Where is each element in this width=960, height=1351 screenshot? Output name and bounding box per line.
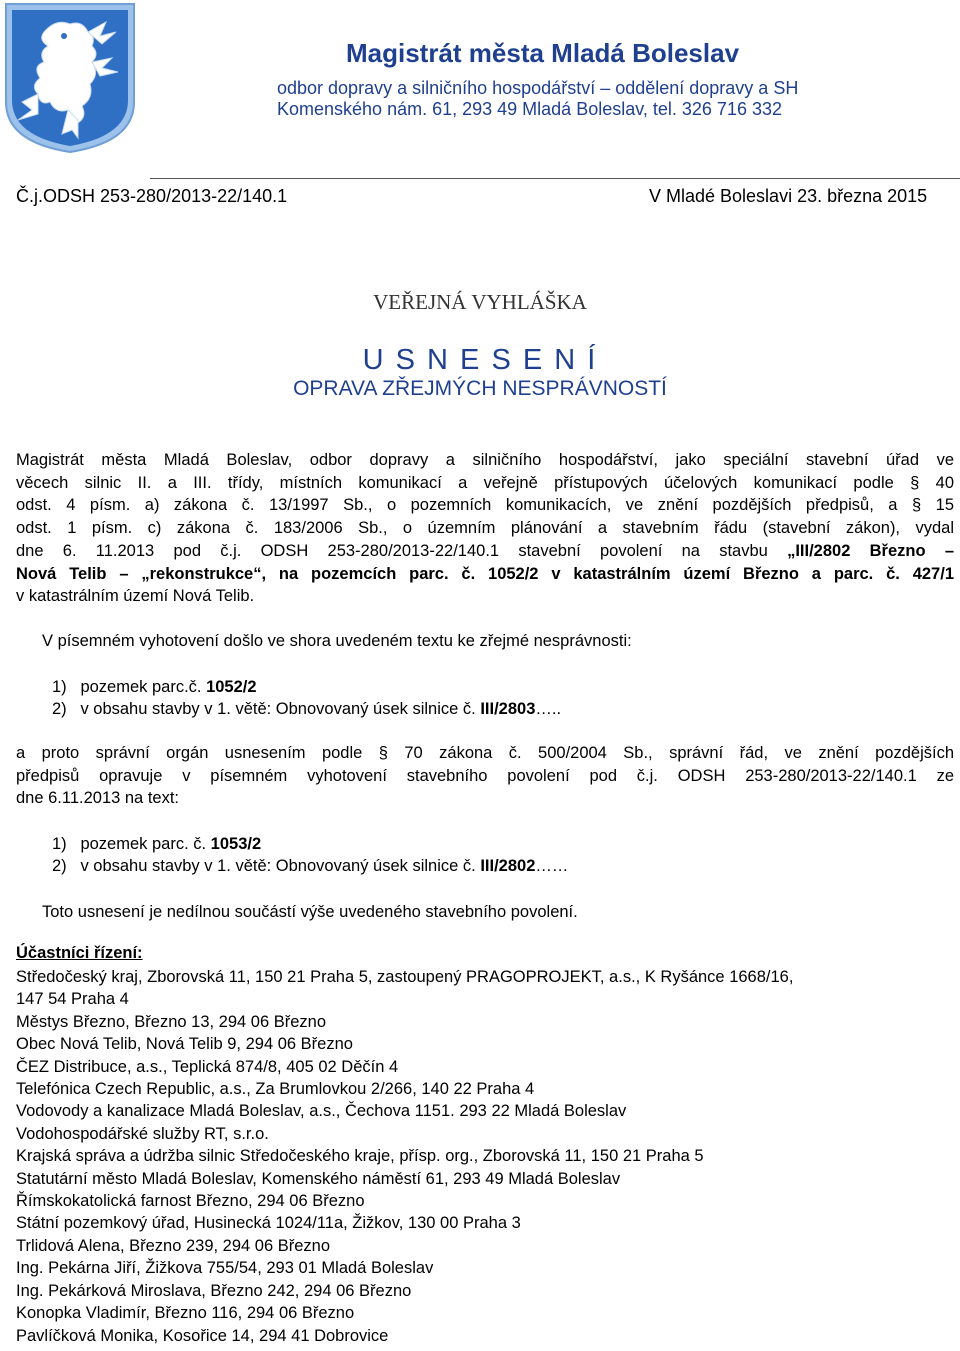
item-number: 1) bbox=[52, 678, 67, 696]
wrong-item bbox=[52, 700, 561, 719]
participant: Ing. Pekárna Jiří, Žižkova 755/54, 293 01 Mladá Boleslav bbox=[16, 1259, 434, 1278]
intro-line: v katastrálním území Nová Telib. bbox=[16, 587, 255, 606]
participant: Středočeský kraj, Zborovská 11, 150 21 Praha 5, zastoupený PRAGOPROJEKT, a.s., K Ryšánce 1668/16, bbox=[16, 968, 794, 986]
participant: Krajská správa a údržba silnic Středočeského kraje, přísp. org., Zborovská 11, 150 21 Praha 5 bbox=[16, 1147, 704, 1166]
item-text: v obsahu stavby v 1. větě: Obnovovaný úsek silnice č. bbox=[80, 700, 481, 718]
item-text: pozemek parc. č. bbox=[80, 835, 211, 853]
resolution-heading: U S N E S E N Í bbox=[362, 344, 598, 376]
item-number: 2) bbox=[52, 700, 67, 718]
construction-title: „III/2802 Březno – bbox=[787, 541, 954, 560]
coat-of-arms-logo bbox=[4, 2, 136, 154]
participant: Statutární město Mladá Boleslav, Komenského náměstí 61, 293 49 Mladá Boleslav bbox=[16, 1169, 621, 1188]
integral-note: Toto usnesení je nedílnou součástí výše uvedeného stavebního povolení. bbox=[42, 903, 578, 921]
intro-line: věcech silnic II. a III. třídy, místních komunikací a veřejně přístupových účelových komunikací podle § 40 bbox=[16, 473, 954, 492]
participant: Pavlíčková Monika, Kosořice 14, 294 41 Dobrovice bbox=[16, 1326, 389, 1345]
participants-list bbox=[16, 966, 956, 1347]
office-title: Magistrát města Mladá Boleslav bbox=[346, 38, 740, 68]
participant: Trlidová Alena, Březno 239, 294 06 Březno bbox=[16, 1236, 331, 1255]
office-department: odbor dopravy a silničního hospodářství – oddělení dopravy a SH bbox=[277, 78, 799, 98]
intro-line: Magistrát města Mladá Boleslav, odbor dopravy a silničního hospodářství, jako speciální stavební úřad ve bbox=[16, 451, 954, 469]
intro-line: Nová Telib – „rekonstrukce“, na pozemcích parc. č. 1052/2 v katastrálním území Březno a parc. č. 427/1 bbox=[16, 564, 954, 583]
header-divider bbox=[150, 178, 960, 179]
intro-paragraph bbox=[16, 449, 954, 608]
intro-line-with-title bbox=[16, 540, 954, 563]
intro-line: odst. 1 písm. c) zákona č. 183/2006 Sb., o územním plánování a stavebním řádu (stavební zákon), vydal bbox=[16, 519, 954, 538]
participant: ČEZ Distribuce, a.s., Teplická 874/8, 405 02 Děčín 4 bbox=[16, 1057, 399, 1076]
participant: Římskokatolická farnost Březno, 294 06 Březno bbox=[16, 1192, 365, 1211]
participants-heading: Účastníci řízení: bbox=[16, 944, 143, 962]
wrong-item bbox=[52, 678, 257, 697]
intro-line: odst. 4 písm. a) zákona č. 13/1997 Sb., o pozemních komunikacích, ve znění pozdějších předpisů, a § 15 bbox=[16, 496, 954, 515]
place-date: V Mladé Boleslavi 23. března 2015 bbox=[649, 186, 928, 206]
correction-paragraph bbox=[16, 742, 954, 810]
item-value: III/2802 bbox=[480, 857, 536, 875]
item-value: 1052/2 bbox=[206, 678, 257, 696]
reference-number: Č.j.ODSH 253-280/2013-22/140.1 bbox=[16, 186, 288, 206]
item-text: v obsahu stavby v 1. větě: Obnovovaný úsek silnice č. bbox=[80, 857, 481, 875]
correction-heading: OPRAVA ZŘEJMÝCH NESPRÁVNOSTÍ bbox=[293, 377, 667, 400]
participant: Konopka Vladimír, Březno 116, 294 06 Březno bbox=[16, 1304, 355, 1323]
item-tail: ….. bbox=[535, 700, 562, 718]
correction-line: dne 6.11.2013 na text: bbox=[16, 789, 179, 808]
correct-item bbox=[52, 857, 568, 876]
participant: Městys Březno, Březno 13, 294 06 Březno bbox=[16, 1012, 327, 1031]
participant: 147 54 Praha 4 bbox=[16, 990, 129, 1009]
correction-line: předpisů opravuje v písemném vyhotovení stavebního povolení pod č.j. ODSH 253-280/2013-22/140.1 ze bbox=[16, 766, 954, 785]
item-number: 2) bbox=[52, 857, 67, 875]
office-address: Komenského nám. 61, 293 49 Mladá Boleslav, tel. 326 716 332 bbox=[277, 99, 783, 119]
error-statement: V písemném vyhotovení došlo ve shora uvedeném textu ke zřejmé nesprávnosti: bbox=[42, 632, 632, 650]
item-value: III/2803 bbox=[480, 700, 536, 718]
item-text: pozemek parc.č. bbox=[80, 678, 207, 696]
participant: Telefónica Czech Republic, a.s., Za Brumlovkou 2/266, 140 22 Praha 4 bbox=[16, 1080, 535, 1099]
participant: Vodovody a kanalizace Mladá Boleslav, a.s., Čechova 1151. 293 22 Mladá Boleslav bbox=[16, 1102, 627, 1121]
item-tail: …… bbox=[535, 857, 569, 875]
correction-line: a proto správní orgán usnesením podle § 70 zákona č. 500/2004 Sb., správní řád, ve znění pozdějších bbox=[16, 744, 954, 762]
participant: Státní pozemkový úřad, Husinecká 1024/11a, Žižkov, 130 00 Praha 3 bbox=[16, 1214, 521, 1233]
participant: Vodohospodářské služby RT, s.r.o. bbox=[16, 1124, 269, 1143]
correct-item bbox=[52, 835, 261, 854]
public-notice-heading: VEŘEJNÁ VYHLÁŠKA bbox=[373, 290, 587, 314]
participant: Ing. Pekárková Miroslava, Březno 242, 294 06 Březno bbox=[16, 1281, 412, 1300]
intro-line: dne 6. 11.2013 pod č.j. ODSH 253-280/2013-22/140.1 stavební povolení na stavbu bbox=[16, 541, 768, 560]
participant: Obec Nová Telib, Nová Telib 9, 294 06 Březno bbox=[16, 1035, 353, 1054]
item-number: 1) bbox=[52, 835, 67, 853]
item-value: 1053/2 bbox=[210, 835, 262, 853]
